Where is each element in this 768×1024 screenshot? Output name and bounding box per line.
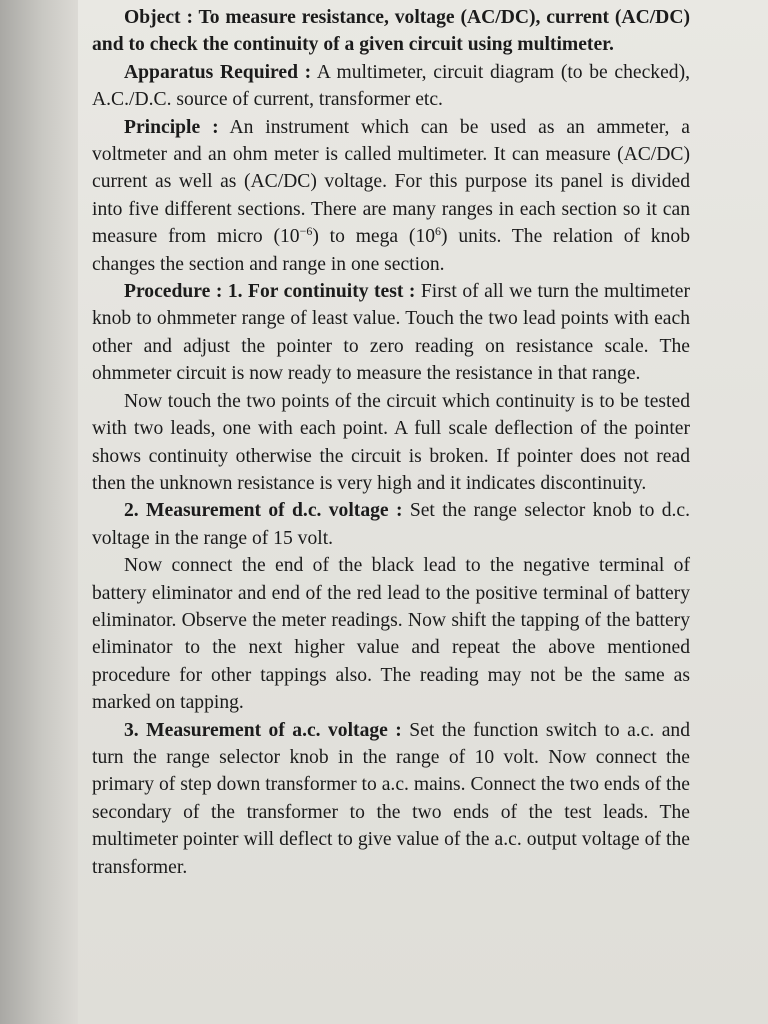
- object-label: Object :: [124, 7, 193, 28]
- principle-text-b: ) to mega (10: [312, 226, 436, 248]
- book-page: [78, 0, 768, 1024]
- dc-voltage-text: Set the range selector knob to d.c. voltage in the range of 15 volt.: [92, 500, 690, 549]
- continuity-paragraph: [92, 278, 690, 388]
- page-gutter: [0, 0, 78, 1024]
- apparatus-paragraph: [92, 59, 690, 114]
- procedure-label: Procedure : 1. For continuity test :: [124, 281, 416, 303]
- continuity-text: First of all we turn the multimeter knob to ohmmeter range of least value. Touch the two lead points with each other and adjust the pointer to zero reading on resistance scale. The ohmmeter circuit is now ready to measure the resistance in that range.: [92, 281, 691, 385]
- apparatus-label: Apparatus Required :: [124, 61, 312, 83]
- dc-voltage-paragraph: [92, 497, 690, 552]
- principle-text-a: An instrument which can be used as an ammeter, a voltmeter and an ohm meter is called multimeter. It can measure (AC/DC) current as well as (AC/DC) voltage. For this purpose its panel is divided into five different sections. There are many ranges in each section so it can measure from micro (10: [92, 116, 691, 248]
- dc-voltage-paragraph-2: Now connect the end of the black lead to the negative terminal of battery eliminator and end of the red lead to the positive terminal of battery eliminator. Observe the meter readings. Now shift the tapping of the battery eliminator to the next higher value and repeat the above mentioned procedure for other tappings also. The reading may not be the same as marked on tapping.: [92, 555, 690, 714]
- principle-text-c: ) units. The relation of knob changes the section and range in one section.: [92, 226, 690, 275]
- principle-paragraph: [92, 114, 690, 278]
- dc-voltage-label: 2. Measurement of d.c. voltage :: [124, 500, 403, 522]
- ac-voltage-label: 3. Measurement of a.c. voltage :: [124, 719, 402, 741]
- object-paragraph: [92, 4, 690, 59]
- page-content: [92, 4, 690, 881]
- object-text: To measure resistance, voltage (AC/DC), current (AC/DC) and to check the continuity of a given circuit using multimeter.: [92, 7, 690, 56]
- principle-label: Principle :: [124, 116, 219, 138]
- ac-voltage-paragraph: [92, 717, 690, 881]
- apparatus-text: A multimeter, circuit diagram (to be checked), A.C./D.C. source of current, transformer etc.: [92, 61, 691, 111]
- ac-voltage-text: Set the function switch to a.c. and turn the range selector knob in the range of 10 volt. Now connect the primary of step down transformer to a.c. mains. Connect the two ends of the secondary of the transformer to the two ends of the test leads. The multimeter pointer will deflect to give value of the a.c. output voltage of the transformer.: [92, 719, 690, 878]
- micro-exponent: −6: [299, 224, 313, 239]
- mega-exponent: 6: [435, 224, 442, 239]
- continuity-paragraph-2: Now touch the two points of the circuit which continuity is to be tested with two leads, one with each point. A full scale deflection of the pointer shows continuity otherwise the circuit is broken. If pointer does not read then the unknown resistance is very high and it indicates discontinuity.: [92, 390, 690, 494]
